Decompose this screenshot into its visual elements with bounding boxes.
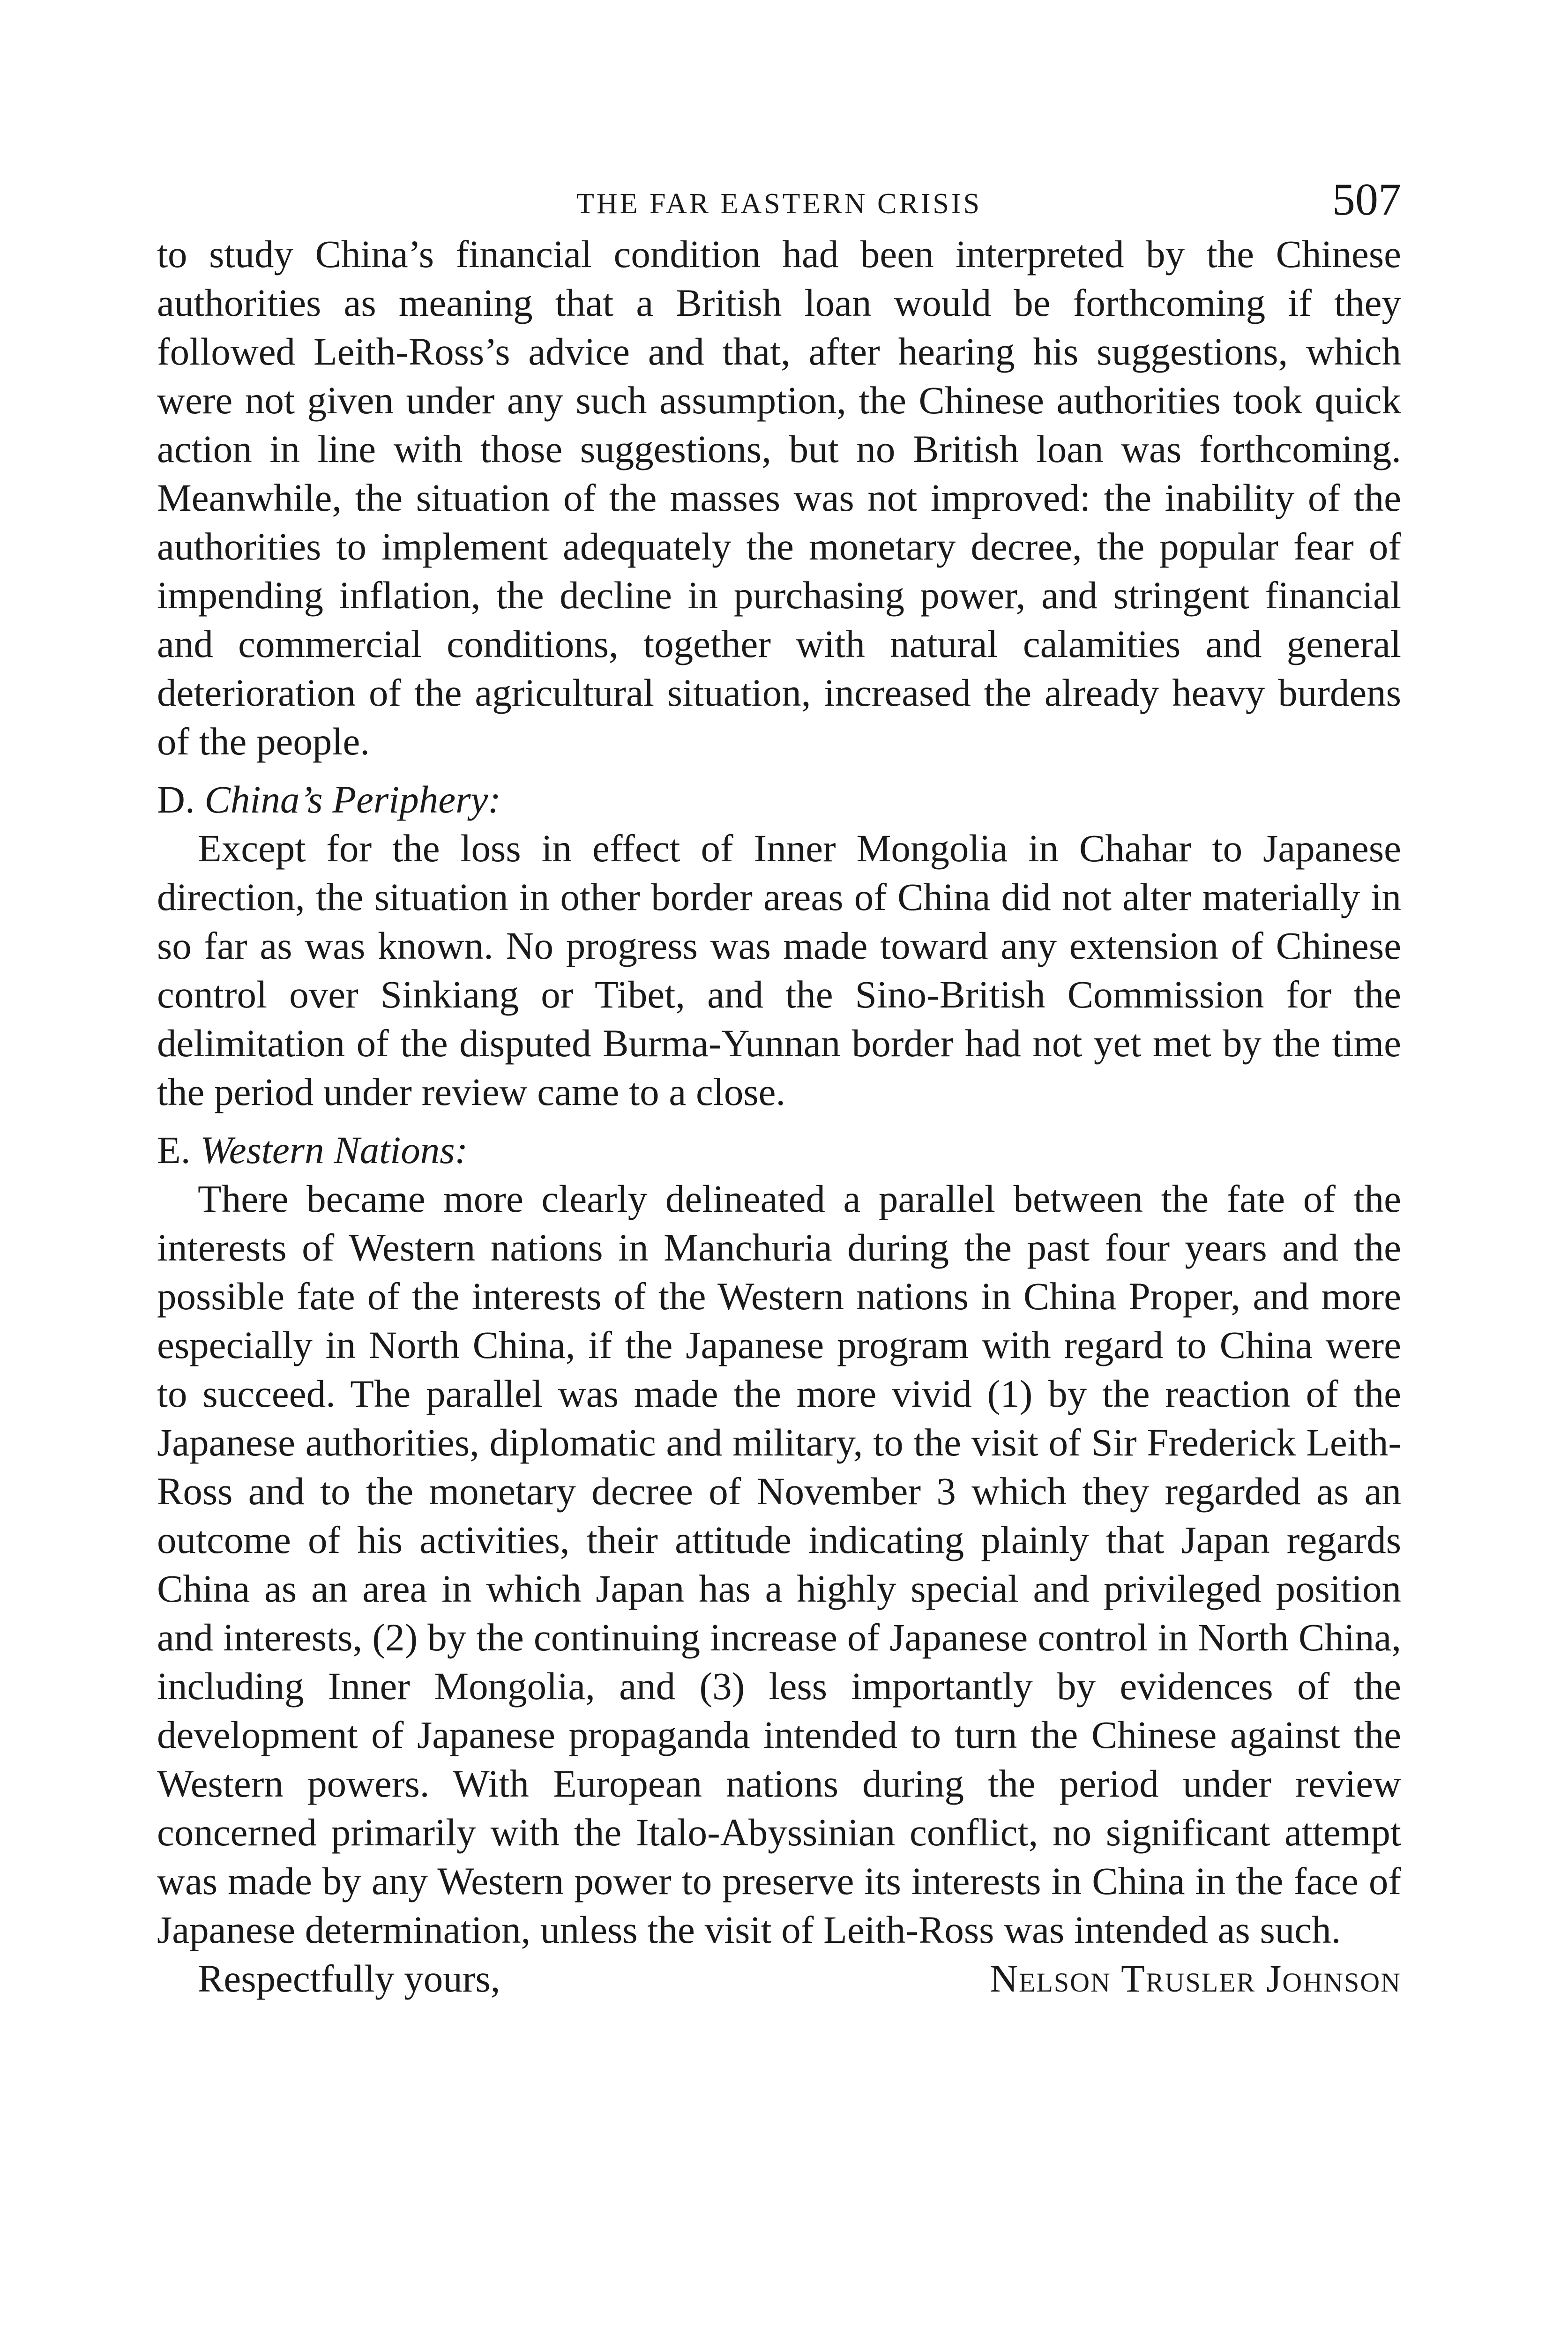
- document-page: [157, 173, 1401, 2003]
- paragraph-china-periphery: Except for the loss in effect of Inner Mongolia in Chahar to Japanese direction, the situation in other border areas of China did not alter materially in so far as was known. No progress was made toward any extension of Chinese control over Sinkiang or Tibet, and the Sino-British Commission for the delimitation of the disputed Burma-Yunnan border had not yet met by the time the period under review came to a close.: [157, 827, 1401, 1113]
- section-e-letter: E.: [157, 1128, 191, 1172]
- salutation: Respectfully yours,: [198, 1957, 500, 2000]
- section-heading-d: [157, 775, 1401, 824]
- paragraph-financial-condition: to study China’s financial condition had been interpreted by the Chinese authorities as meaning that a British loan would be forthcoming if they followed Leith-Ross’s advice and that, after hearing his suggestions, which were not given under any such assumption, the Chinese authorities took quick action in line with those suggestions, but no British loan was forthcoming. Meanwhile, the situation of the masses was not improved: the inability of the authorities to implement adequately the monetary decree, the popular fear of impending inflation, the decline in purchasing power, and stringent financial and commercial conditions, together with natural calamities and general deterioration of the agricultural situation, increased the already heavy burdens of the people.: [157, 232, 1401, 763]
- section-e-title: Western Nations:: [200, 1128, 468, 1172]
- closing-block: [157, 1954, 1401, 2003]
- signature: Nelson Trusler Johnson: [990, 1957, 1401, 2000]
- section-d-title: China’s Periphery:: [204, 778, 501, 821]
- running-title: THE FAR EASTERN CRISIS: [576, 188, 982, 220]
- running-header: [157, 173, 1401, 230]
- page-number: 507: [1332, 174, 1401, 225]
- paragraph-western-nations: There became more clearly delineated a parallel between the fate of the interests of Western nations in Manchuria during the past four years and the possible fate of the interests of the Western nations in China Proper, and more especially in North China, if the Japanese program with regard to China were to succeed. The parallel was made the more vivid (1) by the reaction of the Japanese authorities, diplomatic and military, to the visit of Sir Frederick Leith-Ross and to the monetary decree of November 3 which they regarded as an outcome of his activities, their attitude indicating plainly that Japan regards China as an area in which Japan has a highly special and privileged position and interests, (2) by the continuing increase of Japanese control in North China, including Inner Mongolia, and (3) less importantly by evidences of the development of Japanese propaganda intended to turn the Chinese against the Western powers. With European nations during the period under review concerned primarily with the Italo-Abyssinian conflict, no significant attempt was made by any Western power to preserve its interests in China in the face of Japanese determination, unless the visit of Leith-Ross was intended as such.: [157, 1177, 1401, 1951]
- section-d-letter: D.: [157, 778, 195, 821]
- section-heading-e: [157, 1126, 1401, 1174]
